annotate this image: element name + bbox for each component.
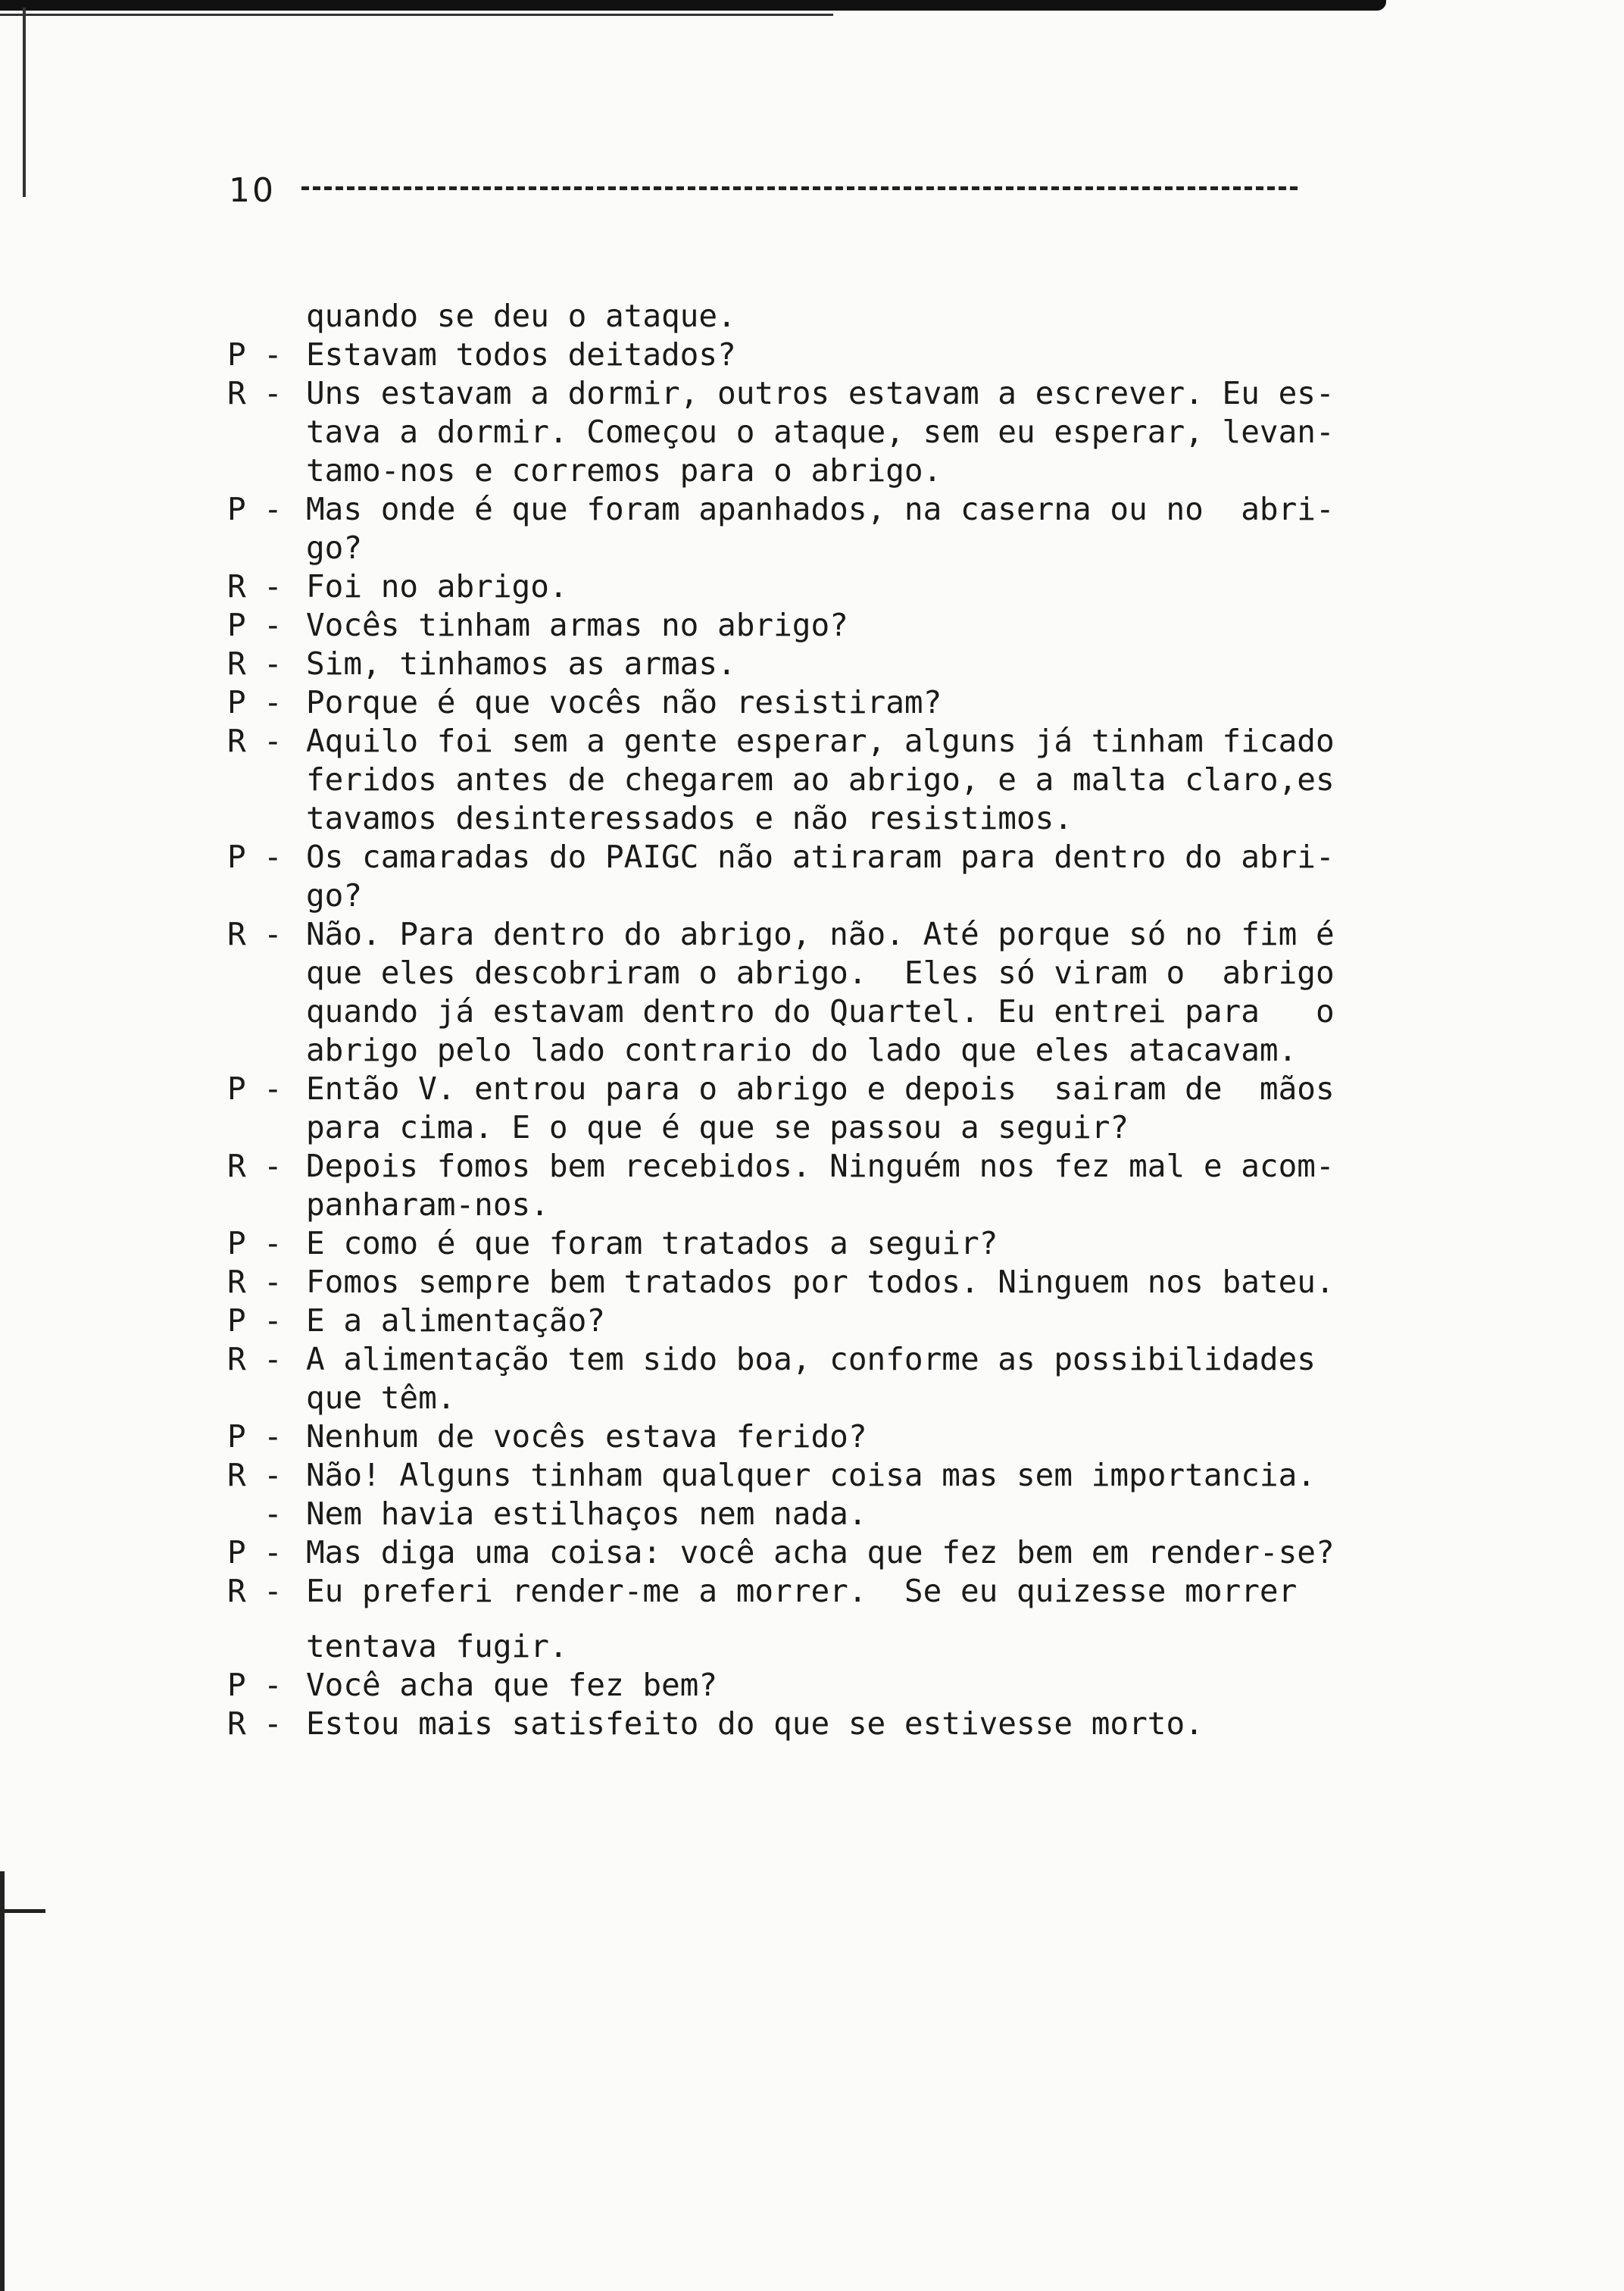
transcript-line [227, 297, 1326, 336]
speaker-dash [264, 1031, 306, 1070]
speaker-label [227, 452, 264, 490]
transcript-line [227, 1666, 1326, 1705]
speaker-label: P [227, 684, 246, 720]
speaker-label [227, 954, 264, 992]
speaker-label: P [227, 491, 246, 527]
line-text: Fomos sempre bem tratados por todos. Ninguem nos bateu. [306, 1264, 1335, 1300]
transcript-line [227, 1495, 1326, 1533]
transcript-line [227, 683, 1326, 722]
scan-top-edge [0, 0, 1386, 11]
line-text: panharam-nos. [306, 1186, 549, 1223]
speaker-dash [264, 1186, 306, 1224]
speaker-dash: - [264, 607, 283, 643]
speaker-dash: - [264, 336, 283, 373]
line-text: Você acha que fez bem? [306, 1667, 718, 1703]
speaker-label: R [227, 568, 246, 605]
speaker-label: P [227, 1667, 246, 1703]
speaker-label [227, 413, 264, 452]
speaker-label: R [227, 375, 246, 411]
speaker-label: R [227, 916, 246, 952]
line-text: Então V. entrou para o abrigo e depois sairam de mãos [306, 1070, 1335, 1107]
line-gap [227, 1611, 1326, 1627]
transcript-line [227, 1224, 1326, 1263]
line-text: tamo-nos e corremos para o abrigo. [306, 452, 942, 489]
line-text: tentava fugir. [306, 1628, 568, 1664]
speaker-dash: - [264, 645, 283, 682]
speaker-label: R [227, 1457, 246, 1493]
transcript-line [227, 761, 1335, 799]
transcript-line [227, 1417, 1326, 1456]
speaker-dash: - [264, 723, 283, 759]
line-text: quando já estavam dentro do Quartel. Eu entrei para o [306, 993, 1335, 1030]
transcript-line [227, 1070, 1335, 1108]
speaker-label [227, 992, 264, 1031]
speaker-label [227, 1186, 264, 1224]
scan-left-edge [23, 8, 26, 197]
speaker-label: R [227, 1341, 246, 1377]
speaker-dash: - [264, 1496, 283, 1532]
line-text: Não. Para dentro do abrigo, não. Até porque só no fim é [306, 916, 1335, 952]
transcript-line [227, 722, 1335, 761]
speaker-label: R [227, 723, 246, 759]
speaker-label: R [227, 1148, 246, 1184]
speaker-label [227, 877, 264, 915]
speaker-dash [264, 413, 306, 452]
speaker-label: R [227, 645, 246, 682]
line-text: Não! Alguns tinham qualquer coisa mas sem importancia. [306, 1457, 1316, 1493]
transcript-line [227, 1340, 1326, 1379]
speaker-label [227, 1495, 264, 1533]
line-text: quando se deu o ataque. [306, 298, 736, 334]
speaker-dash: - [264, 684, 283, 720]
line-text: Eu preferi render-me a morrer. Se eu quizesse morrer [306, 1573, 1298, 1609]
line-text: que eles descobriram o abrigo. Eles só viram o abrigo [306, 955, 1335, 991]
speaker-label [227, 761, 264, 799]
transcript-line [227, 1379, 1326, 1417]
line-text: Vocês tinham armas no abrigo? [306, 607, 848, 643]
header-dashed-rule [301, 186, 1298, 190]
scan-top-edge-line [0, 14, 833, 16]
scan-left-edge-lower [0, 1871, 5, 2291]
speaker-dash [264, 1108, 306, 1147]
line-text: Estavam todos deitados? [306, 336, 736, 373]
line-text: Depois fomos bem recebidos. Ninguém nos fez mal e acom- [306, 1148, 1335, 1184]
transcript-line [227, 606, 1326, 645]
transcript-line [227, 336, 1326, 374]
speaker-dash: - [264, 1302, 283, 1339]
speaker-dash: - [264, 375, 283, 411]
speaker-dash [264, 1627, 306, 1666]
speaker-dash: - [264, 1341, 283, 1377]
transcript-line [227, 799, 1326, 838]
speaker-dash: - [264, 1264, 283, 1300]
speaker-dash [264, 452, 306, 490]
line-text: go? [306, 530, 363, 566]
speaker-dash [264, 954, 306, 992]
line-text: Aquilo foi sem a gente esperar, alguns já tinham ficado [306, 723, 1335, 759]
speaker-label: P [227, 1534, 246, 1571]
transcript-line [227, 1302, 1326, 1340]
speaker-dash [264, 877, 306, 915]
speaker-dash: - [264, 839, 283, 875]
speaker-dash: - [264, 1225, 283, 1261]
speaker-dash: - [264, 1573, 283, 1609]
transcript-line [227, 452, 1326, 490]
line-text: tava a dormir. Começou o ataque, sem eu esperar, levan- [306, 414, 1335, 450]
transcript-line [227, 645, 1326, 683]
line-text: Uns estavam a dormir, outros estavam a escrever. Eu es- [306, 375, 1335, 411]
transcript-line [227, 567, 1326, 606]
line-text: Os camaradas do PAIGC não atiraram para dentro do abri- [306, 839, 1335, 875]
speaker-label [227, 1031, 264, 1070]
speaker-dash: - [264, 568, 283, 605]
speaker-label [227, 1627, 264, 1666]
line-text: Porque é que vocês não resistiram? [306, 684, 942, 720]
speaker-dash: - [264, 1070, 283, 1107]
speaker-dash [264, 297, 306, 336]
line-text: abrigo pelo lado contrario do lado que eles atacavam. [306, 1032, 1298, 1068]
speaker-label: R [227, 1705, 246, 1742]
transcript-line [227, 992, 1335, 1031]
transcript-line [227, 374, 1335, 413]
speaker-dash: - [264, 1418, 283, 1455]
transcript-line [227, 1456, 1326, 1495]
line-text: tavamos desinteressados e não resistimos. [306, 800, 1073, 836]
speaker-label: R [227, 1264, 246, 1300]
speaker-label: P [227, 1225, 246, 1261]
speaker-dash [264, 799, 306, 838]
speaker-label [227, 529, 264, 567]
line-text: A alimentação tem sido boa, conforme as possibilidades [306, 1341, 1316, 1377]
speaker-label: P [227, 336, 246, 373]
speaker-label: P [227, 1418, 246, 1455]
transcript-line [227, 954, 1335, 992]
transcript-line [227, 490, 1335, 529]
speaker-dash [264, 1379, 306, 1417]
transcript-line [227, 1627, 1326, 1666]
transcript-line [227, 413, 1335, 452]
interview-transcript [227, 297, 1335, 1743]
line-text: Foi no abrigo. [306, 568, 568, 605]
speaker-label: P [227, 607, 246, 643]
transcript-line [227, 1031, 1326, 1070]
speaker-label: P [227, 1302, 246, 1339]
line-text: Sim, tinhamos as armas. [306, 645, 736, 682]
line-text: E a alimentação? [306, 1302, 605, 1339]
line-text: go? [306, 877, 363, 914]
line-text: para cima. E o que é que se passou a seguir? [306, 1109, 1129, 1146]
transcript-line [227, 838, 1335, 877]
line-text: Nenhum de vocês estava ferido? [306, 1418, 867, 1455]
speaker-label [227, 1379, 264, 1417]
speaker-label: P [227, 1070, 246, 1107]
speaker-dash: - [264, 1705, 283, 1742]
transcript-line [227, 1263, 1335, 1302]
page-number: 10 [229, 171, 276, 210]
speaker-dash [264, 761, 306, 799]
speaker-label [227, 297, 264, 336]
transcript-line [227, 1705, 1326, 1743]
speaker-label [227, 799, 264, 838]
line-text: Mas diga uma coisa: você acha que fez bem em render-se? [306, 1534, 1335, 1571]
transcript-line [227, 1147, 1335, 1186]
transcript-line [227, 915, 1335, 954]
speaker-dash: - [264, 1534, 283, 1571]
speaker-dash: - [264, 1457, 283, 1493]
speaker-dash [264, 529, 306, 567]
line-text: Mas onde é que foram apanhados, na caserna ou no abri- [306, 491, 1335, 527]
transcript-line [227, 877, 1326, 915]
transcript-line [227, 1572, 1326, 1611]
speaker-label: P [227, 839, 246, 875]
speaker-dash: - [264, 916, 283, 952]
line-text: E como é que foram tratados a seguir? [306, 1225, 998, 1261]
speaker-dash: - [264, 1148, 283, 1184]
speaker-dash: - [264, 491, 283, 527]
transcript-line [227, 1108, 1326, 1147]
line-text: Nem havia estilhaços nem nada. [306, 1496, 867, 1532]
transcript-line [227, 1186, 1326, 1224]
line-text: feridos antes de chegarem ao abrigo, e a malta claro,es [306, 761, 1335, 798]
transcript-line [227, 529, 1326, 567]
speaker-label: R [227, 1573, 246, 1609]
line-text: que têm. [306, 1380, 456, 1416]
speaker-label [227, 1108, 264, 1147]
speaker-dash: - [264, 1667, 283, 1703]
transcript-line [227, 1533, 1335, 1572]
line-text: Estou mais satisfeito do que se estivesse morto. [306, 1705, 1204, 1742]
scan-left-tick [0, 1909, 45, 1913]
speaker-dash [264, 992, 306, 1031]
